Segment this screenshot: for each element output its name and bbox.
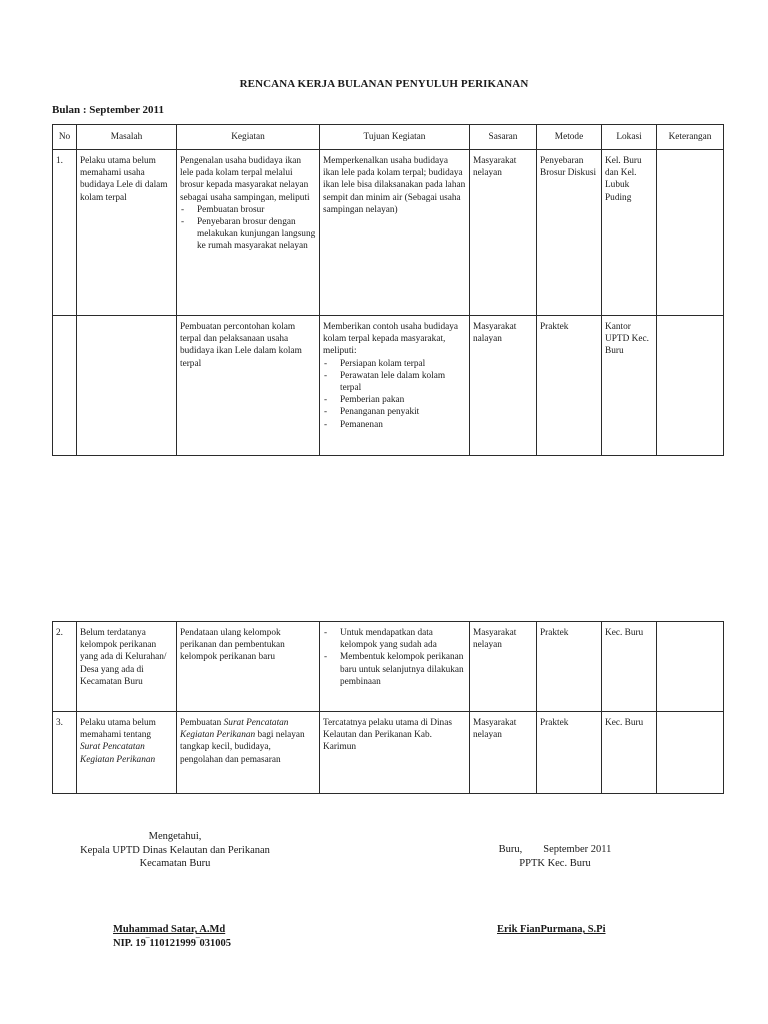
cell-lokasi: Kantor UPTD Kec. Buru xyxy=(602,316,657,456)
cell-sasaran: Masyarakat nalayan xyxy=(470,316,537,456)
document-title: RENCANA KERJA BULANAN PENYULUH PERIKANAN xyxy=(239,78,529,90)
cell-masalah xyxy=(77,712,177,794)
kegiatan-text: Pengenalan usaha budidaya ikan lele pada kolam terpal melalui brosur kepada masyarakat nelayan sebagai usaha sampingan, meliputi xyxy=(180,156,310,203)
kegiatan-list xyxy=(180,204,316,253)
cell-keterangan xyxy=(657,712,724,794)
list-item: - Persiapan kolam terpal xyxy=(323,358,466,370)
list-item: - Perawatan lele dalam kolam terpal xyxy=(323,370,466,394)
header-keterangan: Keterangan xyxy=(657,125,724,150)
table-row xyxy=(53,150,724,316)
month-label: Bulan : September 2011 xyxy=(52,104,164,116)
cell-tujuan xyxy=(320,316,470,456)
cell-masalah: Belum terdatanya kelompok perikanan yang ada di Kelurahan/ Desa yang ada di Kecamatan Buru xyxy=(77,622,177,712)
cell-kegiatan xyxy=(177,712,320,794)
sig-right-line1: Buru, September 2011 xyxy=(498,844,612,855)
list-item: - Pemanenan xyxy=(323,419,466,431)
table-row xyxy=(53,316,724,456)
cell-kegiatan: Pembuatan percontohan kolam terpal dan pelaksanaan usaha budidaya ikan Lele dalam kolam terpal xyxy=(177,316,320,456)
header-metode: Metode xyxy=(537,125,602,150)
header-kegiatan: Kegiatan xyxy=(177,125,320,150)
sig-right-line2: PPTK Kec. Buru xyxy=(519,857,591,869)
list-item: - Membentuk kelompok perikanan baru untuk selanjutnya dilakukan pembinaan xyxy=(323,651,466,688)
work-plan-table-part-2 xyxy=(52,621,724,794)
list-item: - Pembuatan brosur xyxy=(180,204,316,216)
list-item: - Penyebaran brosur dengan melakukan kunjungan langsung ke rumah masyarakat nelayan xyxy=(180,216,316,253)
left-signatory-name: Muhammad Satar, A.Md xyxy=(113,924,226,935)
table-row xyxy=(53,712,724,794)
sig-left-line2: Kepala UPTD Dinas Kelautan dan Perikanan xyxy=(80,844,270,856)
right-signatory-name: Erik FianPurmana, S.Pi xyxy=(497,924,606,935)
kegiatan-text: Pembuatan xyxy=(180,718,224,728)
list-item: - Untuk mendapatkan data kelompok yang sudah ada xyxy=(323,627,466,651)
cell-no: 1. xyxy=(53,150,77,316)
list-item: - Penanganan penyakit xyxy=(323,406,466,418)
masalah-text: Pelaku utama belum memahami tentang xyxy=(80,718,156,741)
header-tujuan: Tujuan Kegiatan xyxy=(320,125,470,150)
cell-metode: Penyebaran Brosur Diskusi xyxy=(537,150,602,316)
header-sasaran: Sasaran xyxy=(470,125,537,150)
cell-no: 3. xyxy=(53,712,77,794)
signature-block-right xyxy=(480,843,630,870)
cell-lokasi: Kec. Buru xyxy=(602,622,657,712)
cell-metode: Praktek xyxy=(537,622,602,712)
tujuan-list xyxy=(323,627,466,688)
tujuan-list xyxy=(323,358,466,431)
table-row xyxy=(53,622,724,712)
sig-left-line1: Mengetahui, xyxy=(148,831,202,842)
cell-keterangan xyxy=(657,622,724,712)
cell-tujuan: Memperkenalkan usaha budidaya ikan lele pada kolam terpal; budidaya ikan lele bisa dilaksanakan pada lahan sempit dan minim air (Sebagai usaha sampingan nelayan) xyxy=(320,150,470,316)
cell-tujuan xyxy=(320,622,470,712)
cell-sasaran: Masyarakat nelayan xyxy=(470,150,537,316)
sig-left-line3: Kecamatan Buru xyxy=(139,858,211,869)
cell-kegiatan xyxy=(177,150,320,316)
cell-metode: Praktek xyxy=(537,316,602,456)
cell-sasaran: Masyarakat nelayan xyxy=(470,712,537,794)
kegiatan-italic-text: Surat Pencatatan Kegiatan Perikanan xyxy=(180,718,289,741)
table-header-row xyxy=(53,125,724,150)
cell-no: 2. xyxy=(53,622,77,712)
cell-masalah: Pelaku utama belum memahami usaha budidaya Lele di dalam kolam terpal xyxy=(77,150,177,316)
cell-keterangan xyxy=(657,150,724,316)
cell-sasaran: Masyarakat nelayan xyxy=(470,622,537,712)
masalah-italic-text: Surat Pencatatan Kegiatan Perikanan xyxy=(80,742,156,765)
tujuan-text: Memberikan contoh usaha budidaya kolam terpal kepada masyarakat, meliputi: xyxy=(323,322,459,357)
header-no: No xyxy=(53,125,77,150)
cell-kegiatan: Pendataan ulang kelompok perikanan dan pembentukan kelompok perikanan baru xyxy=(177,622,320,712)
header-masalah: Masalah xyxy=(77,125,177,150)
list-item: - Pemberian pakan xyxy=(323,394,466,406)
cell-lokasi: Kec. Buru xyxy=(602,712,657,794)
cell-no xyxy=(53,316,77,456)
cell-tujuan: Tercatatnya pelaku utama di Dinas Kelautan dan Perikanan Kab. Karimun xyxy=(320,712,470,794)
cell-lokasi: Kel. Buru dan Kel. Lubuk Puding xyxy=(602,150,657,316)
work-plan-table-part-1 xyxy=(52,124,724,456)
left-signatory-nip: NIP. 19‾110121999‾031005 xyxy=(113,938,232,949)
cell-metode: Praktek xyxy=(537,712,602,794)
cell-keterangan xyxy=(657,316,724,456)
kegiatan-text-end: bagi nelayan tangkap kecil, budidaya, pengolahan dan pemasaran xyxy=(180,730,305,765)
signature-block-left xyxy=(60,830,290,871)
cell-masalah xyxy=(77,316,177,456)
header-lokasi: Lokasi xyxy=(602,125,657,150)
